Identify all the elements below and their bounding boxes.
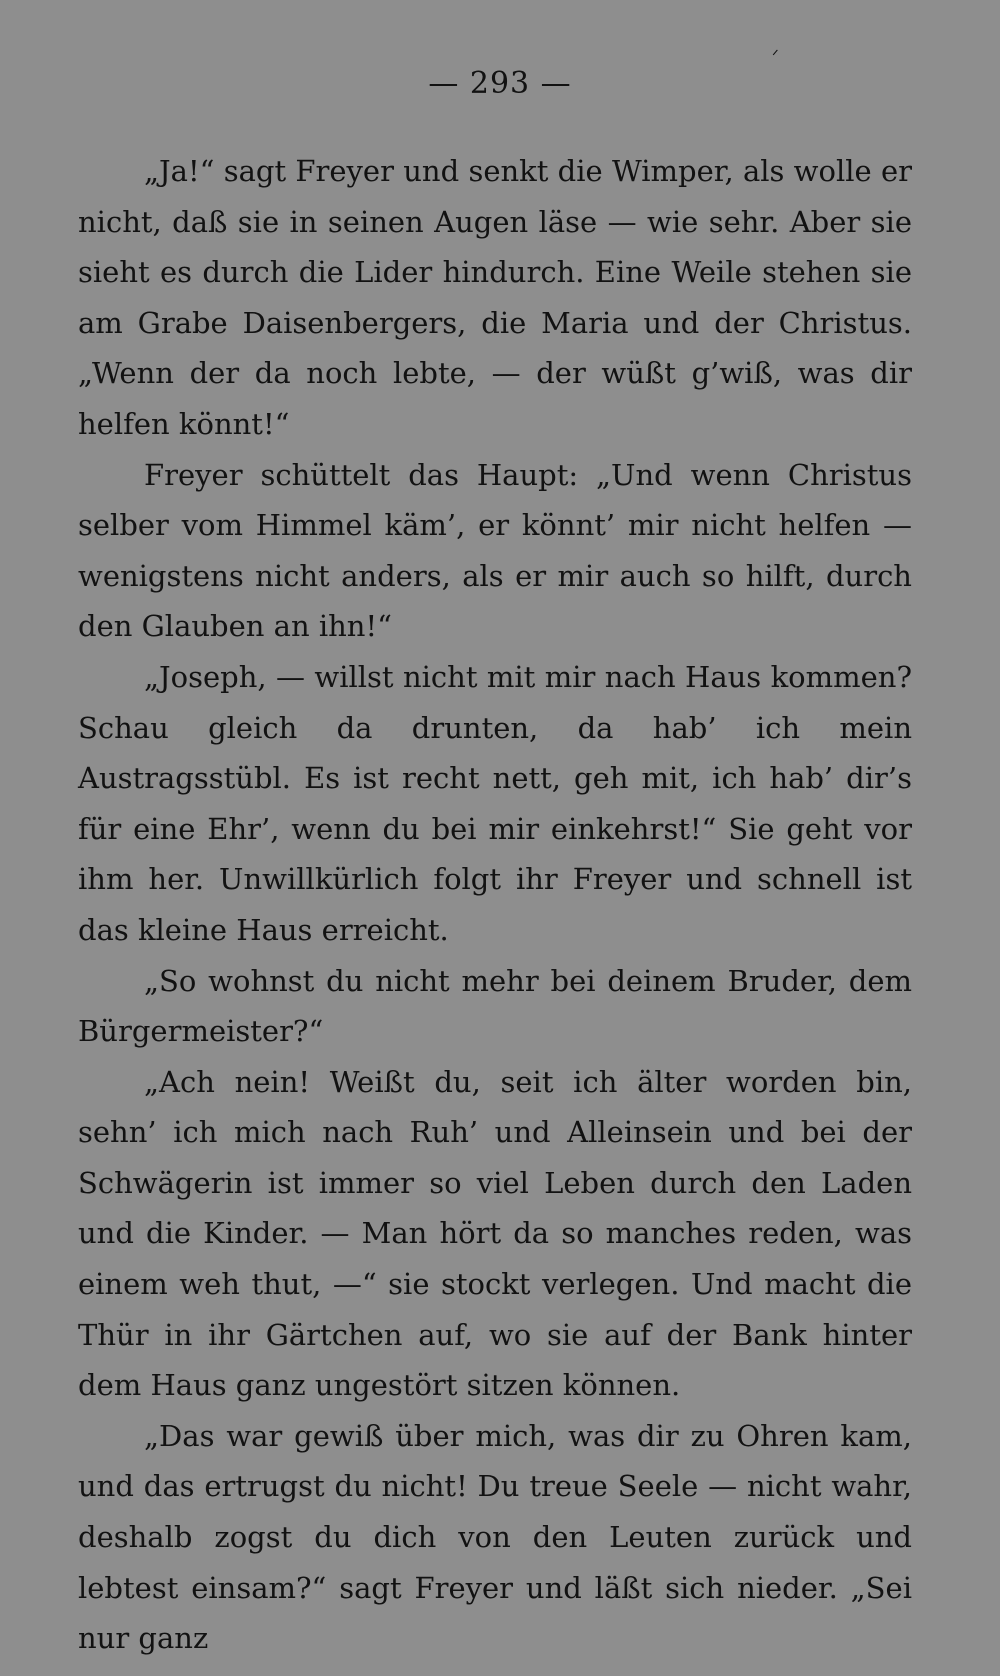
paragraph: „So wohnst du nicht mehr bei deinem Bruder, dem Bürgermeister?“ <box>78 963 912 1049</box>
paragraph: „Ja!“ sagt Freyer und senkt die Wimper, als wolle er nicht, daß sie in seinen Augen läse — wie sehr. Aber sie sieht es durch die Lider hindurch. Eine Weile stehen sie am Grabe Daisenbergers, die Maria und der Christus. „Wenn der da noch lebte, — der wüßt g’wiß, was dir helfen könnt!“ <box>78 154 912 441</box>
page-number: — 293 — <box>428 66 572 101</box>
paragraph: „Ach nein! Weißt du, seit ich älter worden bin, sehn’ ich mich nach Ruh’ und Alleinsein und bei der Schwägerin ist immer so viel Leben durch den Laden und die Kinder. — Man hört da so manches reden, was einem weh thut, —“ sie stockt verlegen. Und macht die Thür in ihr Gärtchen auf, wo sie auf der Bank hinter dem Haus ganz ungestört sitzen können. <box>78 1064 912 1403</box>
paragraph: „Joseph, — willst nicht mit mir nach Haus kommen? Schau gleich da drunten, da hab’ ich mein Austragsstübl. Es ist recht nett, geh mit, ich hab’ dir’s für eine Ehr’, wenn du bei mir einkehrst!“ Sie geht vor ihm her. Unwillkürlich folgt ihr Freyer und schnell ist das kleine Haus erreicht. <box>78 659 912 947</box>
body-text <box>78 146 912 1664</box>
paragraph: „Das war gewiß über mich, was dir zu Ohren kam, und das ertrugst du nicht! Du treue Seele — nicht wahr, deshalb zogst du dich von den Leuten zurück und lebtest einsam?“ sagt Freyer und läßt sich nieder. „Sei nur ganz <box>78 1418 912 1656</box>
corner-mark: ᐟ <box>772 46 779 65</box>
paragraph: Freyer schüttelt das Haupt: „Und wenn Christus selber vom Himmel käm’, er könnt’ mir nicht helfen — wenigstens nicht anders, als er mir auch so hilft, durch den Glauben an ihn!“ <box>78 457 912 644</box>
